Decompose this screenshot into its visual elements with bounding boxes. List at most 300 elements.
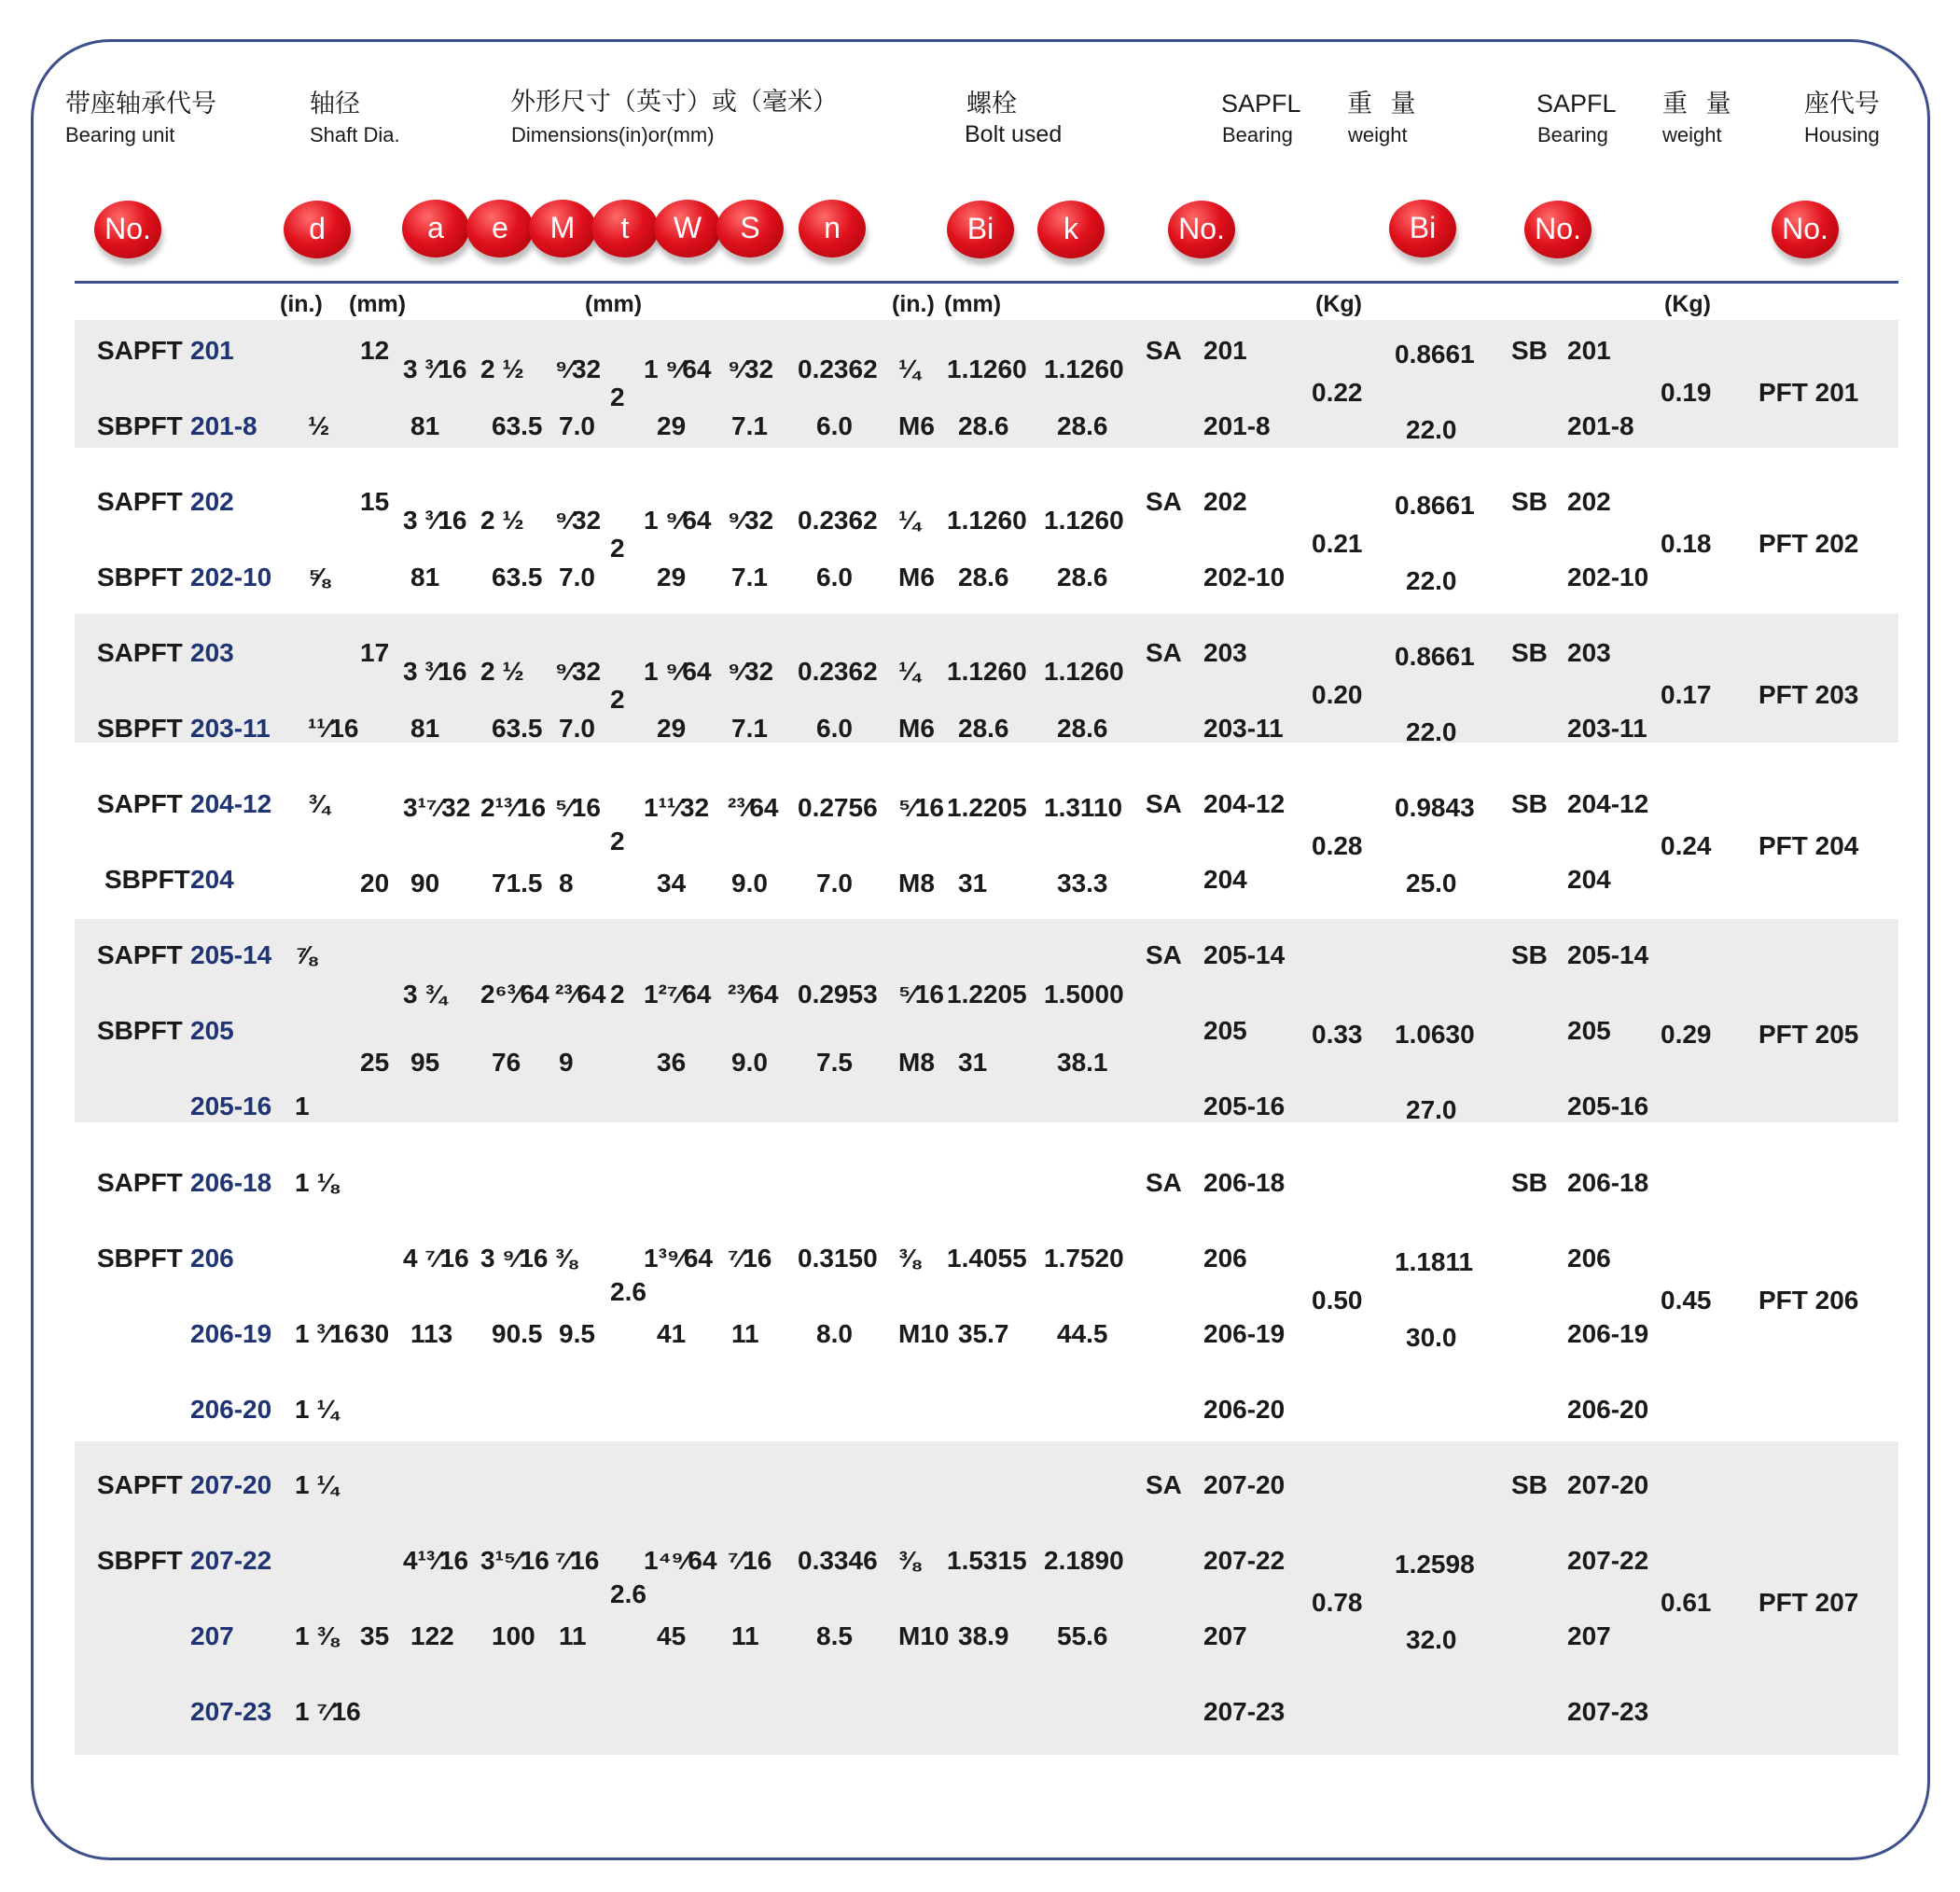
dim-n-in: 0.3346 bbox=[798, 1546, 878, 1575]
sb-prefix: SB bbox=[1511, 487, 1548, 516]
unit-kg-2: (Kg) bbox=[1664, 291, 1711, 317]
unit-number-sb-2: 205-16 bbox=[190, 1092, 272, 1120]
weight-sb: 0.19 bbox=[1661, 377, 1712, 407]
symbol-no-sb: No. bbox=[1524, 201, 1592, 258]
sa-prefix: SA bbox=[1146, 638, 1182, 667]
sb-bearing-1: 204-12 bbox=[1567, 789, 1649, 818]
dim-s-mm: 7.1 bbox=[731, 714, 768, 743]
bi2-in: 0.8661 bbox=[1395, 642, 1475, 671]
sa-bearing-2: 207-22 bbox=[1203, 1546, 1286, 1575]
dim-w-in: 1²⁷⁄64 bbox=[644, 980, 712, 1009]
housing-no: PFT 205 bbox=[1758, 1020, 1859, 1049]
dim-bi-mm: 28.6 bbox=[958, 563, 1009, 591]
bi2-in: 0.8661 bbox=[1395, 491, 1475, 520]
dim-m-in: ⁹⁄32 bbox=[555, 657, 602, 686]
dim-s-in: ⁹⁄32 bbox=[728, 657, 774, 686]
weight-sb: 0.61 bbox=[1661, 1587, 1712, 1617]
dim-t: 2 bbox=[610, 685, 625, 714]
dim-bi-in: 1.1260 bbox=[947, 355, 1027, 383]
dim-s-in: ⁹⁄32 bbox=[728, 355, 774, 383]
symbol-n: n bbox=[799, 200, 866, 257]
dim-n-in: 0.2362 bbox=[798, 506, 878, 535]
dim-bi-in: 1.1260 bbox=[947, 657, 1027, 686]
weight-sb: 0.29 bbox=[1661, 1020, 1712, 1049]
dim-n-in: 0.2362 bbox=[798, 355, 878, 383]
dim-w-mm: 29 bbox=[657, 411, 687, 440]
sa-bearing-3: 205-16 bbox=[1203, 1092, 1286, 1120]
dim-w-in: 1³⁹⁄64 bbox=[644, 1244, 714, 1273]
shaft-dia-mm: 17 bbox=[360, 638, 390, 667]
dim-s-mm: 11 bbox=[731, 1319, 759, 1348]
dim-n-mm: 6.0 bbox=[816, 714, 853, 743]
unit-number-sa: 203 bbox=[190, 638, 234, 667]
shaft-dia-in-3: 1 ¼ bbox=[295, 1395, 339, 1424]
shaft-dia-in: ½ bbox=[308, 411, 330, 440]
unit-number-sa: 207-20 bbox=[190, 1470, 272, 1499]
dim-m-in: ⅜ bbox=[555, 1244, 577, 1273]
bi2-in: 1.0630 bbox=[1395, 1020, 1475, 1049]
dim-m-mm: 11 bbox=[559, 1621, 587, 1650]
sa-bearing-2: 201-8 bbox=[1203, 411, 1271, 440]
bolt-in: ⁵⁄16 bbox=[898, 980, 944, 1009]
dim-bi-mm: 31 bbox=[958, 869, 988, 897]
bolt-mm: M6 bbox=[898, 714, 935, 743]
shaft-dia-mm: 20 bbox=[360, 869, 390, 897]
dim-w-mm: 36 bbox=[657, 1048, 687, 1077]
dim-bi-in: 1.2205 bbox=[947, 980, 1027, 1009]
sb-bearing-2: 202-10 bbox=[1567, 563, 1649, 591]
dim-m-in: ⁵⁄16 bbox=[555, 793, 601, 822]
dim-s-in: ⁷⁄16 bbox=[728, 1546, 772, 1575]
symbol-s: S bbox=[716, 200, 784, 257]
dim-w-mm: 41 bbox=[657, 1319, 687, 1348]
header-bolt-en: Bolt used bbox=[965, 121, 1063, 147]
dim-a-in: 3 ¾ bbox=[403, 980, 447, 1009]
housing-no: PFT 201 bbox=[1758, 377, 1859, 407]
dim-a-in: 3 ³⁄16 bbox=[403, 506, 467, 535]
dim-bi-in: 1.5315 bbox=[947, 1546, 1027, 1575]
sa-bearing-2: 204 bbox=[1203, 865, 1247, 894]
dim-m-in: ⁹⁄32 bbox=[555, 506, 602, 535]
sb-prefix: SB bbox=[1511, 638, 1548, 667]
sa-prefix: SA bbox=[1146, 789, 1182, 818]
unit-in-2: (in.) bbox=[892, 291, 935, 317]
dim-a-in: 3 ³⁄16 bbox=[403, 657, 467, 686]
dim-k-mm: 38.1 bbox=[1057, 1048, 1108, 1077]
dim-w-in: 1 ⁹⁄64 bbox=[644, 506, 712, 535]
header-housing-cn: 座代号 bbox=[1804, 90, 1880, 118]
dim-e-mm: 63.5 bbox=[492, 563, 543, 591]
dim-s-in: ²³⁄64 bbox=[728, 793, 779, 822]
sa-bearing-4: 206-20 bbox=[1203, 1395, 1286, 1424]
unit-number-sa: 201 bbox=[190, 336, 234, 365]
unit-in-1: (in.) bbox=[280, 291, 323, 317]
dim-a-mm: 81 bbox=[410, 714, 440, 743]
bi2-mm: 27.0 bbox=[1406, 1095, 1457, 1124]
dim-n-in: 0.2953 bbox=[798, 980, 878, 1009]
unit-prefix-sb: SBPFT bbox=[97, 1546, 183, 1575]
dim-k-mm: 55.6 bbox=[1057, 1621, 1108, 1650]
header-shaft-en: Shaft Dia. bbox=[310, 123, 400, 146]
dim-a-mm: 95 bbox=[410, 1048, 440, 1077]
unit-prefix-sb: SBPFT bbox=[97, 1244, 183, 1273]
header-weight-en-1: weight bbox=[1348, 123, 1408, 146]
sb-bearing-1: 201 bbox=[1567, 336, 1611, 365]
unit-number-sb: 205 bbox=[190, 1016, 234, 1045]
sb-bearing-1: 207-20 bbox=[1567, 1470, 1649, 1499]
dim-m-mm: 9.5 bbox=[559, 1319, 595, 1348]
dim-e-in: 2 ½ bbox=[480, 657, 524, 686]
dim-a-mm: 81 bbox=[410, 563, 440, 591]
dim-s-mm: 9.0 bbox=[731, 869, 768, 897]
dim-n-mm: 8.0 bbox=[816, 1319, 853, 1348]
symbol-a: a bbox=[402, 200, 469, 257]
dim-e-mm: 90.5 bbox=[492, 1319, 543, 1348]
bolt-mm: M6 bbox=[898, 411, 935, 440]
header-bearing-unit-cn: 带座轴承代号 bbox=[65, 90, 216, 118]
symbol-e: e bbox=[466, 200, 534, 257]
bi2-mm: 22.0 bbox=[1406, 415, 1457, 444]
header-dimensions-en: Dimensions(in)or(mm) bbox=[511, 123, 715, 146]
unit-kg-1: (Kg) bbox=[1315, 291, 1362, 317]
dim-n-in: 0.2756 bbox=[798, 793, 878, 822]
weight-sa: 0.33 bbox=[1312, 1020, 1363, 1049]
header-bearing-2: Bearing bbox=[1537, 123, 1608, 146]
header-divider bbox=[75, 281, 1898, 284]
dim-s-mm: 7.1 bbox=[731, 563, 768, 591]
unit-prefix-sa: SAPFT bbox=[97, 638, 183, 667]
weight-sa: 0.22 bbox=[1312, 377, 1363, 407]
dim-a-mm: 113 bbox=[410, 1319, 453, 1348]
dim-m-mm: 9 bbox=[559, 1048, 574, 1077]
unit-number-sb-2: 206-19 bbox=[190, 1319, 272, 1348]
housing-no: PFT 204 bbox=[1758, 830, 1859, 860]
dim-bi-mm: 28.6 bbox=[958, 714, 1009, 743]
dim-e-mm: 63.5 bbox=[492, 411, 543, 440]
dim-k-in: 1.5000 bbox=[1044, 980, 1124, 1009]
sa-bearing-1: 207-20 bbox=[1203, 1470, 1286, 1499]
bolt-in: ⅜ bbox=[898, 1244, 921, 1273]
header-sapfl-1: SAPFL bbox=[1221, 90, 1301, 118]
unit-number-sa: 204-12 bbox=[190, 789, 272, 818]
sb-bearing-3: 206-19 bbox=[1567, 1319, 1649, 1348]
dim-k-mm: 28.6 bbox=[1057, 714, 1108, 743]
dim-k-mm: 28.6 bbox=[1057, 563, 1108, 591]
dim-a-mm: 122 bbox=[410, 1621, 454, 1650]
dim-n-in: 0.3150 bbox=[798, 1244, 878, 1273]
sa-bearing-4: 207-23 bbox=[1203, 1697, 1286, 1726]
sb-bearing-4: 207-23 bbox=[1567, 1697, 1649, 1726]
sa-prefix: SA bbox=[1146, 940, 1182, 969]
sb-bearing-2: 203-11 bbox=[1567, 714, 1647, 743]
dim-k-mm: 44.5 bbox=[1057, 1319, 1108, 1348]
dim-k-mm: 28.6 bbox=[1057, 411, 1108, 440]
unit-prefix-sb: SBPFT bbox=[97, 563, 183, 591]
housing-no: PFT 206 bbox=[1758, 1285, 1859, 1315]
shaft-dia-in-2: 1 ⅜ bbox=[295, 1621, 339, 1650]
sb-bearing-4: 206-20 bbox=[1567, 1395, 1649, 1424]
dim-m-in: ⁷⁄16 bbox=[555, 1546, 600, 1575]
shaft-dia-in: ¹¹⁄16 bbox=[308, 714, 359, 743]
header-weight-en-2: weight bbox=[1662, 123, 1722, 146]
sa-prefix: SA bbox=[1146, 487, 1182, 516]
unit-number-sb: 206 bbox=[190, 1244, 234, 1273]
dim-m-mm: 7.0 bbox=[559, 714, 595, 743]
unit-prefix-sa: SAPFT bbox=[97, 1470, 183, 1499]
dim-s-mm: 11 bbox=[731, 1621, 759, 1650]
sb-bearing-3: 205-16 bbox=[1567, 1092, 1649, 1120]
header-bolt-cn: 螺栓 bbox=[966, 90, 1017, 118]
shaft-dia-mm: 25 bbox=[360, 1048, 390, 1077]
dim-t: 2 bbox=[610, 827, 625, 856]
sa-bearing-1: 204-12 bbox=[1203, 789, 1286, 818]
dim-s-in: ²³⁄64 bbox=[728, 980, 779, 1009]
dim-k-in: 1.1260 bbox=[1044, 506, 1124, 535]
header-shaft-cn: 轴径 bbox=[310, 90, 360, 118]
dim-w-in: 1 ⁹⁄64 bbox=[644, 355, 712, 383]
bolt-mm: M6 bbox=[898, 563, 935, 591]
dim-m-in: ²³⁄64 bbox=[555, 980, 606, 1009]
dim-k-in: 1.1260 bbox=[1044, 657, 1124, 686]
bi2-mm: 25.0 bbox=[1406, 869, 1457, 897]
dim-bi-mm: 28.6 bbox=[958, 411, 1009, 440]
symbol-d: d bbox=[284, 201, 351, 258]
dim-bi-mm: 31 bbox=[958, 1048, 988, 1077]
dim-n-mm: 7.5 bbox=[816, 1048, 853, 1077]
dim-e-mm: 63.5 bbox=[492, 714, 543, 743]
dim-a-in: 3¹⁷⁄32 bbox=[403, 793, 471, 822]
dim-k-in: 1.7520 bbox=[1044, 1244, 1124, 1273]
sa-bearing-2: 205 bbox=[1203, 1016, 1247, 1045]
shaft-dia-in: ⅞ bbox=[295, 940, 317, 969]
weight-sb: 0.18 bbox=[1661, 528, 1712, 558]
dim-t: 2.6 bbox=[610, 1579, 646, 1608]
header-weight-cn-2: 重 量 bbox=[1662, 90, 1731, 118]
dim-m-mm: 8 bbox=[559, 869, 574, 897]
sb-prefix: SB bbox=[1511, 336, 1548, 365]
unit-number-sb: 207-22 bbox=[190, 1546, 272, 1575]
dim-a-in: 3 ³⁄16 bbox=[403, 355, 467, 383]
sa-bearing-3: 206-19 bbox=[1203, 1319, 1286, 1348]
dim-w-mm: 34 bbox=[657, 869, 687, 897]
dim-bi-in: 1.2205 bbox=[947, 793, 1027, 822]
dim-e-mm: 71.5 bbox=[492, 869, 543, 897]
header-bearing-unit-en: Bearing unit bbox=[65, 123, 175, 146]
sa-bearing-1: 202 bbox=[1203, 487, 1247, 516]
sa-prefix: SA bbox=[1146, 336, 1182, 365]
weight-sb: 0.24 bbox=[1661, 830, 1712, 860]
sb-bearing-1: 205-14 bbox=[1567, 940, 1649, 969]
symbol-no-sa: No. bbox=[1168, 201, 1235, 258]
sb-bearing-2: 206 bbox=[1567, 1244, 1611, 1273]
bolt-mm: M10 bbox=[898, 1621, 950, 1650]
dim-w-in: 1 ⁹⁄64 bbox=[644, 657, 712, 686]
unit-mm-1: (mm) bbox=[349, 291, 407, 317]
sb-prefix: SB bbox=[1511, 789, 1548, 818]
sa-bearing-1: 205-14 bbox=[1203, 940, 1286, 969]
header-housing-en: Housing bbox=[1804, 123, 1880, 146]
dim-s-in: ⁹⁄32 bbox=[728, 506, 774, 535]
shaft-dia-in: ⅝ bbox=[308, 563, 330, 591]
dim-bi-in: 1.1260 bbox=[947, 506, 1027, 535]
bi2-mm: 22.0 bbox=[1406, 717, 1457, 746]
dim-m-in: ⁹⁄32 bbox=[555, 355, 602, 383]
shaft-dia-in-2: 1 bbox=[295, 1092, 310, 1120]
sb-bearing-2: 204 bbox=[1567, 865, 1611, 894]
dim-e-in: 2 ½ bbox=[480, 355, 524, 383]
dim-w-in: 1¹¹⁄32 bbox=[644, 793, 710, 822]
sa-bearing-2: 206 bbox=[1203, 1244, 1247, 1273]
unit-prefix-sb: SBPFT bbox=[97, 411, 183, 440]
shaft-dia-mm: 35 bbox=[360, 1621, 390, 1650]
header-sapfl-2: SAPFL bbox=[1536, 90, 1617, 118]
dim-bi-mm: 35.7 bbox=[958, 1319, 1009, 1348]
bolt-mm: M8 bbox=[898, 869, 935, 897]
header-dimensions-cn: 外形尺寸（英寸）或（毫米） bbox=[510, 88, 838, 116]
dim-e-mm: 76 bbox=[492, 1048, 521, 1077]
shaft-dia-in: ¾ bbox=[308, 789, 330, 818]
dim-m-mm: 7.0 bbox=[559, 411, 595, 440]
unit-mm-2: (mm) bbox=[585, 291, 643, 317]
dim-s-mm: 7.1 bbox=[731, 411, 768, 440]
dim-t: 2.6 bbox=[610, 1277, 646, 1306]
bolt-mm: M8 bbox=[898, 1048, 935, 1077]
housing-no: PFT 207 bbox=[1758, 1587, 1859, 1617]
dim-bi-in: 1.4055 bbox=[947, 1244, 1027, 1273]
unit-prefix-sb: SBPFT bbox=[97, 714, 183, 743]
dim-e-in: 3¹⁵⁄16 bbox=[480, 1546, 549, 1575]
shaft-dia-in: 1 ¼ bbox=[295, 1470, 339, 1499]
dim-s-mm: 9.0 bbox=[731, 1048, 768, 1077]
dim-t: 2 bbox=[610, 980, 625, 1009]
sb-bearing-1: 202 bbox=[1567, 487, 1611, 516]
bi2-mm: 32.0 bbox=[1406, 1625, 1457, 1654]
sb-prefix: SB bbox=[1511, 1168, 1548, 1197]
unit-number-sb: 202-10 bbox=[190, 563, 272, 591]
bi2-mm: 22.0 bbox=[1406, 566, 1457, 595]
weight-sa: 0.50 bbox=[1312, 1285, 1363, 1315]
symbol-t: t bbox=[591, 200, 659, 257]
bi2-in: 1.2598 bbox=[1395, 1550, 1475, 1579]
shaft-dia-in-2: 1 ³⁄16 bbox=[295, 1319, 359, 1348]
unit-number-sb: 204 bbox=[190, 865, 234, 894]
symbol-bi: Bi bbox=[947, 201, 1014, 258]
dim-n-mm: 8.5 bbox=[816, 1621, 853, 1650]
dim-n-in: 0.2362 bbox=[798, 657, 878, 686]
housing-no: PFT 202 bbox=[1758, 528, 1859, 558]
header-weight-cn-1: 重 量 bbox=[1347, 90, 1416, 118]
dim-w-mm: 29 bbox=[657, 563, 687, 591]
sb-bearing-1: 206-18 bbox=[1567, 1168, 1649, 1197]
shaft-dia-in-3: 1 ⁷⁄16 bbox=[295, 1697, 361, 1726]
dim-s-in: ⁷⁄16 bbox=[728, 1244, 772, 1273]
sa-bearing-1: 206-18 bbox=[1203, 1168, 1286, 1197]
housing-no: PFT 203 bbox=[1758, 679, 1859, 709]
dim-n-mm: 7.0 bbox=[816, 869, 853, 897]
dim-k-in: 1.3110 bbox=[1044, 793, 1123, 822]
bi2-in: 0.8661 bbox=[1395, 340, 1475, 369]
dim-w-mm: 29 bbox=[657, 714, 687, 743]
dim-e-in: 3 ⁹⁄16 bbox=[480, 1244, 549, 1273]
symbol-bi-2: Bi bbox=[1389, 200, 1456, 257]
sb-prefix: SB bbox=[1511, 1470, 1548, 1499]
sb-bearing-2: 201-8 bbox=[1567, 411, 1634, 440]
dim-k-in: 1.1260 bbox=[1044, 355, 1124, 383]
sa-bearing-2: 202-10 bbox=[1203, 563, 1286, 591]
shaft-dia-mm: 12 bbox=[360, 336, 390, 365]
unit-prefix-sa: SAPFT bbox=[97, 1168, 183, 1197]
shaft-dia-in: 1 ⅛ bbox=[295, 1168, 339, 1197]
sa-prefix: SA bbox=[1146, 1168, 1182, 1197]
shaft-dia-mm: 30 bbox=[360, 1319, 390, 1348]
weight-sa: 0.21 bbox=[1312, 528, 1363, 558]
unit-number-sb-2: 207 bbox=[190, 1621, 234, 1650]
symbol-m: M bbox=[529, 200, 596, 257]
shaft-dia-mm: 15 bbox=[360, 487, 390, 516]
unit-number-sa: 206-18 bbox=[190, 1168, 272, 1197]
sa-prefix: SA bbox=[1146, 1470, 1182, 1499]
dim-e-in: 2⁶³⁄64 bbox=[480, 980, 549, 1009]
dim-w-mm: 45 bbox=[657, 1621, 687, 1650]
unit-prefix-sa: SAPFT bbox=[97, 789, 183, 818]
unit-number-sb: 203-11 bbox=[190, 714, 271, 743]
weight-sa: 0.28 bbox=[1312, 830, 1363, 860]
unit-number-sb-3: 207-23 bbox=[190, 1697, 272, 1726]
sb-bearing-2: 205 bbox=[1567, 1016, 1611, 1045]
weight-sb: 0.45 bbox=[1661, 1285, 1712, 1315]
unit-prefix-sa: SAPFT bbox=[97, 940, 183, 969]
symbol-w: W bbox=[654, 200, 721, 257]
dim-e-in: 2¹³⁄16 bbox=[480, 793, 547, 822]
sb-bearing-3: 207 bbox=[1567, 1621, 1611, 1650]
sa-bearing-2: 203-11 bbox=[1203, 714, 1284, 743]
bolt-in: ⁵⁄16 bbox=[898, 793, 944, 822]
dim-bi-mm: 38.9 bbox=[958, 1621, 1009, 1650]
unit-prefix-sa: SAPFT bbox=[97, 336, 183, 365]
dim-n-mm: 6.0 bbox=[816, 563, 853, 591]
sb-prefix: SB bbox=[1511, 940, 1548, 969]
dim-e-mm: 100 bbox=[492, 1621, 535, 1650]
sb-bearing-2: 207-22 bbox=[1567, 1546, 1649, 1575]
bolt-in: ¼ bbox=[898, 506, 921, 535]
dim-t: 2 bbox=[610, 534, 625, 563]
weight-sa: 0.20 bbox=[1312, 679, 1363, 709]
dim-a-in: 4 ⁷⁄16 bbox=[403, 1244, 469, 1273]
dim-w-in: 1⁴⁹⁄64 bbox=[644, 1546, 717, 1575]
unit-prefix-sb: SBPFT bbox=[97, 1016, 183, 1045]
bolt-in: ¼ bbox=[898, 657, 921, 686]
sa-bearing-1: 203 bbox=[1203, 638, 1247, 667]
dim-m-mm: 7.0 bbox=[559, 563, 595, 591]
unit-prefix-sb: SBPFT bbox=[104, 865, 190, 894]
bolt-mm: M10 bbox=[898, 1319, 950, 1348]
unit-mm-3: (mm) bbox=[944, 291, 1002, 317]
dim-a-mm: 90 bbox=[410, 869, 440, 897]
bi2-in: 0.9843 bbox=[1395, 793, 1475, 822]
bi2-in: 1.1811 bbox=[1395, 1247, 1474, 1276]
sb-bearing-1: 203 bbox=[1567, 638, 1611, 667]
sa-bearing-1: 201 bbox=[1203, 336, 1247, 365]
unit-number-sa: 202 bbox=[190, 487, 234, 516]
dim-a-in: 4¹³⁄16 bbox=[403, 1546, 469, 1575]
dim-a-mm: 81 bbox=[410, 411, 440, 440]
dim-n-mm: 6.0 bbox=[816, 411, 853, 440]
symbol-k: k bbox=[1037, 201, 1105, 258]
sa-bearing-3: 207 bbox=[1203, 1621, 1247, 1650]
weight-sa: 0.78 bbox=[1312, 1587, 1363, 1617]
unit-prefix-sa: SAPFT bbox=[97, 487, 183, 516]
symbol-no-housing: No. bbox=[1772, 201, 1839, 258]
